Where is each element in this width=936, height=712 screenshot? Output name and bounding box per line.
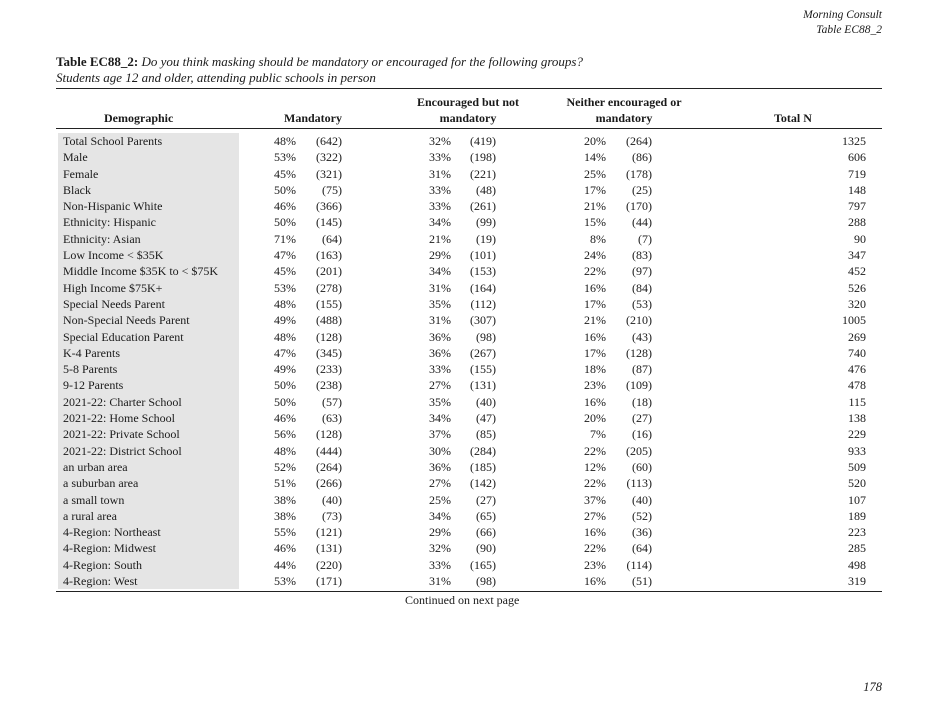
mandatory-pct: 45% bbox=[274, 264, 296, 279]
neither-n: (51) bbox=[632, 574, 652, 589]
col-header-encouraged-line1: Encouraged but not bbox=[416, 95, 520, 109]
row-label: 4-Region: South bbox=[58, 557, 239, 573]
table-row bbox=[56, 296, 882, 312]
row-label: an urban area bbox=[58, 459, 239, 475]
encouraged-pct: 37% bbox=[429, 427, 451, 442]
encouraged-pct: 32% bbox=[429, 134, 451, 148]
encouraged-pct: 25% bbox=[429, 492, 451, 507]
mandatory-n: (642) bbox=[316, 134, 342, 148]
encouraged-n: (221) bbox=[470, 166, 496, 181]
neither-pct: 15% bbox=[584, 215, 606, 230]
mandatory-pct: 47% bbox=[274, 248, 296, 263]
encouraged-n: (307) bbox=[470, 313, 496, 328]
mandatory-n: (128) bbox=[316, 329, 342, 344]
mandatory-n: (163) bbox=[316, 248, 342, 263]
table-row bbox=[56, 231, 882, 247]
table-row bbox=[56, 443, 882, 459]
total-n: 285 bbox=[848, 541, 866, 556]
encouraged-pct: 33% bbox=[429, 199, 451, 214]
encouraged-n: (284) bbox=[470, 443, 496, 458]
mandatory-pct: 46% bbox=[274, 199, 296, 214]
table-row bbox=[56, 280, 882, 296]
neither-pct: 12% bbox=[584, 459, 606, 474]
mandatory-n: (128) bbox=[316, 427, 342, 442]
total-n: 606 bbox=[848, 150, 866, 165]
neither-n: (170) bbox=[626, 199, 652, 214]
table-row bbox=[56, 426, 882, 442]
row-label: 5-8 Parents bbox=[58, 361, 239, 377]
total-n: 189 bbox=[848, 508, 866, 523]
total-n: 526 bbox=[848, 280, 866, 295]
encouraged-n: (99) bbox=[476, 215, 496, 230]
neither-pct: 17% bbox=[584, 296, 606, 311]
row-label: High Income $75K+ bbox=[58, 280, 239, 296]
table-row bbox=[56, 377, 882, 393]
neither-n: (53) bbox=[632, 296, 652, 311]
table-row bbox=[56, 166, 882, 182]
table-title bbox=[56, 54, 882, 86]
encouraged-pct: 35% bbox=[429, 394, 451, 409]
encouraged-n: (131) bbox=[470, 378, 496, 393]
mandatory-pct: 50% bbox=[274, 378, 296, 393]
encouraged-pct: 31% bbox=[429, 280, 451, 295]
neither-pct: 23% bbox=[584, 557, 606, 572]
total-n: 107 bbox=[848, 492, 866, 507]
encouraged-pct: 27% bbox=[429, 378, 451, 393]
mandatory-n: (40) bbox=[322, 492, 342, 507]
mandatory-pct: 53% bbox=[274, 574, 296, 589]
encouraged-pct: 33% bbox=[429, 182, 451, 197]
table-top-rule bbox=[56, 88, 882, 89]
encouraged-n: (85) bbox=[476, 427, 496, 442]
row-label: Non-Hispanic White bbox=[58, 198, 239, 214]
encouraged-n: (185) bbox=[470, 459, 496, 474]
neither-n: (86) bbox=[632, 150, 652, 165]
total-n: 740 bbox=[848, 345, 866, 360]
row-label: Ethnicity: Hispanic bbox=[58, 214, 239, 230]
table-row bbox=[56, 459, 882, 475]
encouraged-n: (66) bbox=[476, 525, 496, 540]
total-n: 719 bbox=[848, 166, 866, 181]
row-label: Special Education Parent bbox=[58, 329, 239, 345]
table-row bbox=[56, 394, 882, 410]
encouraged-pct: 33% bbox=[429, 362, 451, 377]
page-number: 178 bbox=[863, 680, 882, 694]
table-subtitle: Students age 12 and older, attending public schools in person bbox=[56, 70, 376, 85]
neither-n: (128) bbox=[626, 345, 652, 360]
row-label: Male bbox=[58, 149, 239, 165]
row-label: Ethnicity: Asian bbox=[58, 231, 239, 247]
encouraged-pct: 34% bbox=[429, 411, 451, 426]
total-n: 498 bbox=[848, 557, 866, 572]
neither-n: (18) bbox=[632, 394, 652, 409]
col-header-neither-line1: Neither encouraged or bbox=[566, 95, 682, 109]
mandatory-pct: 49% bbox=[274, 362, 296, 377]
mandatory-n: (264) bbox=[316, 459, 342, 474]
encouraged-n: (155) bbox=[470, 362, 496, 377]
encouraged-pct: 32% bbox=[429, 541, 451, 556]
table-row bbox=[56, 573, 882, 589]
mandatory-pct: 46% bbox=[274, 541, 296, 556]
table-row bbox=[56, 345, 882, 361]
mandatory-n: (233) bbox=[316, 362, 342, 377]
neither-pct: 37% bbox=[584, 492, 606, 507]
mandatory-pct: 49% bbox=[274, 313, 296, 328]
neither-n: (44) bbox=[632, 215, 652, 230]
encouraged-n: (40) bbox=[476, 394, 496, 409]
table-row bbox=[56, 214, 882, 230]
encouraged-pct: 29% bbox=[429, 248, 451, 263]
neither-pct: 22% bbox=[584, 264, 606, 279]
encouraged-n: (98) bbox=[476, 329, 496, 344]
continued-note: Continued on next page bbox=[405, 593, 520, 607]
table-row bbox=[56, 149, 882, 165]
total-n: 269 bbox=[848, 329, 866, 344]
neither-pct: 22% bbox=[584, 541, 606, 556]
encouraged-n: (47) bbox=[476, 411, 496, 426]
neither-pct: 7% bbox=[590, 427, 606, 442]
total-n: 148 bbox=[848, 182, 866, 197]
table-row bbox=[56, 312, 882, 328]
total-n: 223 bbox=[848, 525, 866, 540]
col-header-total: Total N bbox=[774, 111, 812, 125]
col-header-demographic: Demographic bbox=[104, 111, 174, 125]
table-row bbox=[56, 329, 882, 345]
row-label: a small town bbox=[58, 492, 239, 508]
encouraged-pct: 33% bbox=[429, 150, 451, 165]
encouraged-pct: 31% bbox=[429, 574, 451, 589]
col-header-neither bbox=[552, 94, 696, 126]
mandatory-pct: 53% bbox=[274, 280, 296, 295]
total-n: 1325 bbox=[842, 134, 866, 148]
row-label: K-4 Parents bbox=[58, 345, 239, 361]
encouraged-n: (19) bbox=[476, 231, 496, 246]
mandatory-n: (131) bbox=[316, 541, 342, 556]
mandatory-pct: 50% bbox=[274, 394, 296, 409]
table-question: Do you think masking should be mandatory or encouraged for the following groups? bbox=[141, 54, 583, 69]
table-row bbox=[56, 198, 882, 214]
encouraged-n: (267) bbox=[470, 345, 496, 360]
neither-pct: 16% bbox=[584, 329, 606, 344]
neither-n: (84) bbox=[632, 280, 652, 295]
neither-pct: 24% bbox=[584, 248, 606, 263]
mandatory-n: (220) bbox=[316, 557, 342, 572]
mandatory-n: (366) bbox=[316, 199, 342, 214]
neither-pct: 27% bbox=[584, 508, 606, 523]
mandatory-n: (57) bbox=[322, 394, 342, 409]
mandatory-n: (145) bbox=[316, 215, 342, 230]
encouraged-n: (90) bbox=[476, 541, 496, 556]
neither-pct: 21% bbox=[584, 313, 606, 328]
neither-pct: 22% bbox=[584, 443, 606, 458]
neither-n: (109) bbox=[626, 378, 652, 393]
encouraged-pct: 34% bbox=[429, 508, 451, 523]
table-row bbox=[56, 361, 882, 377]
total-n: 1005 bbox=[842, 313, 866, 328]
neither-pct: 16% bbox=[584, 280, 606, 295]
col-header-encouraged-line2: mandatory bbox=[439, 111, 497, 125]
table-row bbox=[56, 475, 882, 491]
neither-n: (178) bbox=[626, 166, 652, 181]
neither-n: (87) bbox=[632, 362, 652, 377]
neither-n: (97) bbox=[632, 264, 652, 279]
row-label: 4-Region: Northeast bbox=[58, 524, 239, 540]
mandatory-pct: 48% bbox=[274, 329, 296, 344]
total-n: 115 bbox=[848, 394, 866, 409]
mandatory-pct: 55% bbox=[274, 525, 296, 540]
mandatory-pct: 45% bbox=[274, 166, 296, 181]
encouraged-pct: 30% bbox=[429, 443, 451, 458]
neither-n: (43) bbox=[632, 329, 652, 344]
encouraged-pct: 36% bbox=[429, 459, 451, 474]
mandatory-n: (171) bbox=[316, 574, 342, 589]
mandatory-n: (278) bbox=[316, 280, 342, 295]
mandatory-n: (64) bbox=[322, 231, 342, 246]
mandatory-n: (322) bbox=[316, 150, 342, 165]
total-n: 320 bbox=[848, 296, 866, 311]
mandatory-n: (73) bbox=[322, 508, 342, 523]
total-n: 509 bbox=[848, 459, 866, 474]
mandatory-pct: 38% bbox=[274, 492, 296, 507]
neither-n: (64) bbox=[632, 541, 652, 556]
total-n: 478 bbox=[848, 378, 866, 393]
table-row bbox=[56, 182, 882, 198]
row-label: 2021-22: Home School bbox=[58, 410, 239, 426]
mandatory-n: (345) bbox=[316, 345, 342, 360]
total-n: 319 bbox=[848, 574, 866, 589]
mandatory-n: (201) bbox=[316, 264, 342, 279]
encouraged-pct: 29% bbox=[429, 525, 451, 540]
total-n: 347 bbox=[848, 248, 866, 263]
table-row bbox=[56, 508, 882, 524]
encouraged-pct: 34% bbox=[429, 215, 451, 230]
neither-n: (40) bbox=[632, 492, 652, 507]
mandatory-pct: 47% bbox=[274, 345, 296, 360]
encouraged-n: (65) bbox=[476, 508, 496, 523]
table-row bbox=[56, 540, 882, 556]
encouraged-n: (419) bbox=[470, 134, 496, 148]
neither-n: (113) bbox=[626, 476, 652, 491]
neither-pct: 23% bbox=[584, 378, 606, 393]
mandatory-n: (238) bbox=[316, 378, 342, 393]
encouraged-pct: 31% bbox=[429, 166, 451, 181]
table-bottom-rule bbox=[56, 591, 882, 592]
mandatory-pct: 51% bbox=[274, 476, 296, 491]
neither-n: (264) bbox=[626, 134, 652, 148]
encouraged-n: (48) bbox=[476, 182, 496, 197]
table-row bbox=[56, 247, 882, 263]
neither-n: (25) bbox=[632, 182, 652, 197]
neither-pct: 22% bbox=[584, 476, 606, 491]
total-n: 476 bbox=[848, 362, 866, 377]
encouraged-n: (27) bbox=[476, 492, 496, 507]
mandatory-pct: 50% bbox=[274, 215, 296, 230]
mandatory-pct: 56% bbox=[274, 427, 296, 442]
mandatory-pct: 38% bbox=[274, 508, 296, 523]
neither-pct: 25% bbox=[584, 166, 606, 181]
neither-n: (16) bbox=[632, 427, 652, 442]
neither-pct: 21% bbox=[584, 199, 606, 214]
neither-n: (205) bbox=[626, 443, 652, 458]
row-label: Low Income < $35K bbox=[58, 247, 239, 263]
encouraged-n: (164) bbox=[470, 280, 496, 295]
total-n: 452 bbox=[848, 264, 866, 279]
row-label: a rural area bbox=[58, 508, 239, 524]
encouraged-pct: 27% bbox=[429, 476, 451, 491]
encouraged-n: (112) bbox=[470, 296, 496, 311]
row-label: 2021-22: Private School bbox=[58, 426, 239, 442]
encouraged-pct: 21% bbox=[429, 231, 451, 246]
mandatory-n: (321) bbox=[316, 166, 342, 181]
encouraged-n: (261) bbox=[470, 199, 496, 214]
neither-n: (52) bbox=[632, 508, 652, 523]
mandatory-pct: 48% bbox=[274, 296, 296, 311]
row-label: 2021-22: District School bbox=[58, 443, 239, 459]
neither-pct: 16% bbox=[584, 525, 606, 540]
mandatory-pct: 48% bbox=[274, 443, 296, 458]
row-label: 2021-22: Charter School bbox=[58, 394, 239, 410]
row-label: 9-12 Parents bbox=[58, 377, 239, 393]
encouraged-n: (153) bbox=[470, 264, 496, 279]
mandatory-n: (63) bbox=[322, 411, 342, 426]
total-n: 933 bbox=[848, 443, 866, 458]
total-n: 520 bbox=[848, 476, 866, 491]
neither-pct: 14% bbox=[584, 150, 606, 165]
encouraged-n: (98) bbox=[476, 574, 496, 589]
row-label: 4-Region: Midwest bbox=[58, 540, 239, 556]
encouraged-pct: 36% bbox=[429, 345, 451, 360]
mandatory-n: (488) bbox=[316, 313, 342, 328]
table-row bbox=[56, 492, 882, 508]
mandatory-pct: 46% bbox=[274, 411, 296, 426]
total-n: 229 bbox=[848, 427, 866, 442]
mandatory-n: (155) bbox=[316, 296, 342, 311]
table-title-label: Table EC88_2: bbox=[56, 54, 139, 69]
neither-n: (83) bbox=[632, 248, 652, 263]
total-n: 288 bbox=[848, 215, 866, 230]
table-header-rule bbox=[56, 128, 882, 129]
total-n: 797 bbox=[848, 199, 866, 214]
mandatory-pct: 71% bbox=[274, 231, 296, 246]
neither-n: (36) bbox=[632, 525, 652, 540]
mandatory-n: (444) bbox=[316, 443, 342, 458]
row-label: Middle Income $35K to < $75K bbox=[58, 263, 239, 279]
row-label: Female bbox=[58, 166, 239, 182]
mandatory-pct: 53% bbox=[274, 150, 296, 165]
neither-pct: 20% bbox=[584, 134, 606, 148]
col-header-encouraged bbox=[398, 94, 538, 126]
row-label: 4-Region: West bbox=[58, 573, 239, 589]
table-row bbox=[56, 263, 882, 279]
row-label: Total School Parents bbox=[58, 133, 239, 149]
org-name: Morning Consult bbox=[803, 9, 882, 21]
neither-n: (210) bbox=[626, 313, 652, 328]
neither-n: (27) bbox=[632, 411, 652, 426]
encouraged-n: (165) bbox=[470, 557, 496, 572]
neither-pct: 20% bbox=[584, 411, 606, 426]
neither-pct: 8% bbox=[590, 231, 606, 246]
neither-n: (7) bbox=[638, 231, 652, 246]
encouraged-n: (142) bbox=[470, 476, 496, 491]
neither-pct: 18% bbox=[584, 362, 606, 377]
mandatory-pct: 50% bbox=[274, 182, 296, 197]
table-row bbox=[56, 557, 882, 573]
running-header bbox=[803, 8, 882, 38]
encouraged-n: (101) bbox=[470, 248, 496, 263]
col-header-neither-line2: mandatory bbox=[595, 111, 653, 125]
table-row bbox=[56, 133, 882, 149]
table-row bbox=[56, 524, 882, 540]
table-body bbox=[56, 133, 882, 589]
encouraged-pct: 34% bbox=[429, 264, 451, 279]
encouraged-pct: 35% bbox=[429, 296, 451, 311]
col-header-mandatory: Mandatory bbox=[284, 111, 342, 125]
table-ref: Table EC88_2 bbox=[816, 24, 882, 36]
mandatory-pct: 52% bbox=[274, 459, 296, 474]
mandatory-pct: 48% bbox=[274, 134, 296, 148]
mandatory-n: (121) bbox=[316, 525, 342, 540]
mandatory-n: (75) bbox=[322, 182, 342, 197]
row-label: Black bbox=[58, 182, 239, 198]
encouraged-pct: 36% bbox=[429, 329, 451, 344]
encouraged-pct: 33% bbox=[429, 557, 451, 572]
mandatory-n: (266) bbox=[316, 476, 342, 491]
neither-pct: 16% bbox=[584, 394, 606, 409]
encouraged-pct: 31% bbox=[429, 313, 451, 328]
mandatory-pct: 44% bbox=[274, 557, 296, 572]
row-label: Special Needs Parent bbox=[58, 296, 239, 312]
total-n: 138 bbox=[848, 411, 866, 426]
encouraged-n: (198) bbox=[470, 150, 496, 165]
neither-n: (114) bbox=[626, 557, 652, 572]
table-row bbox=[56, 410, 882, 426]
neither-pct: 17% bbox=[584, 182, 606, 197]
neither-pct: 17% bbox=[584, 345, 606, 360]
neither-n: (60) bbox=[632, 459, 652, 474]
row-label: Non-Special Needs Parent bbox=[58, 312, 239, 328]
total-n: 90 bbox=[854, 231, 866, 246]
neither-pct: 16% bbox=[584, 574, 606, 589]
row-label: a suburban area bbox=[58, 475, 239, 491]
